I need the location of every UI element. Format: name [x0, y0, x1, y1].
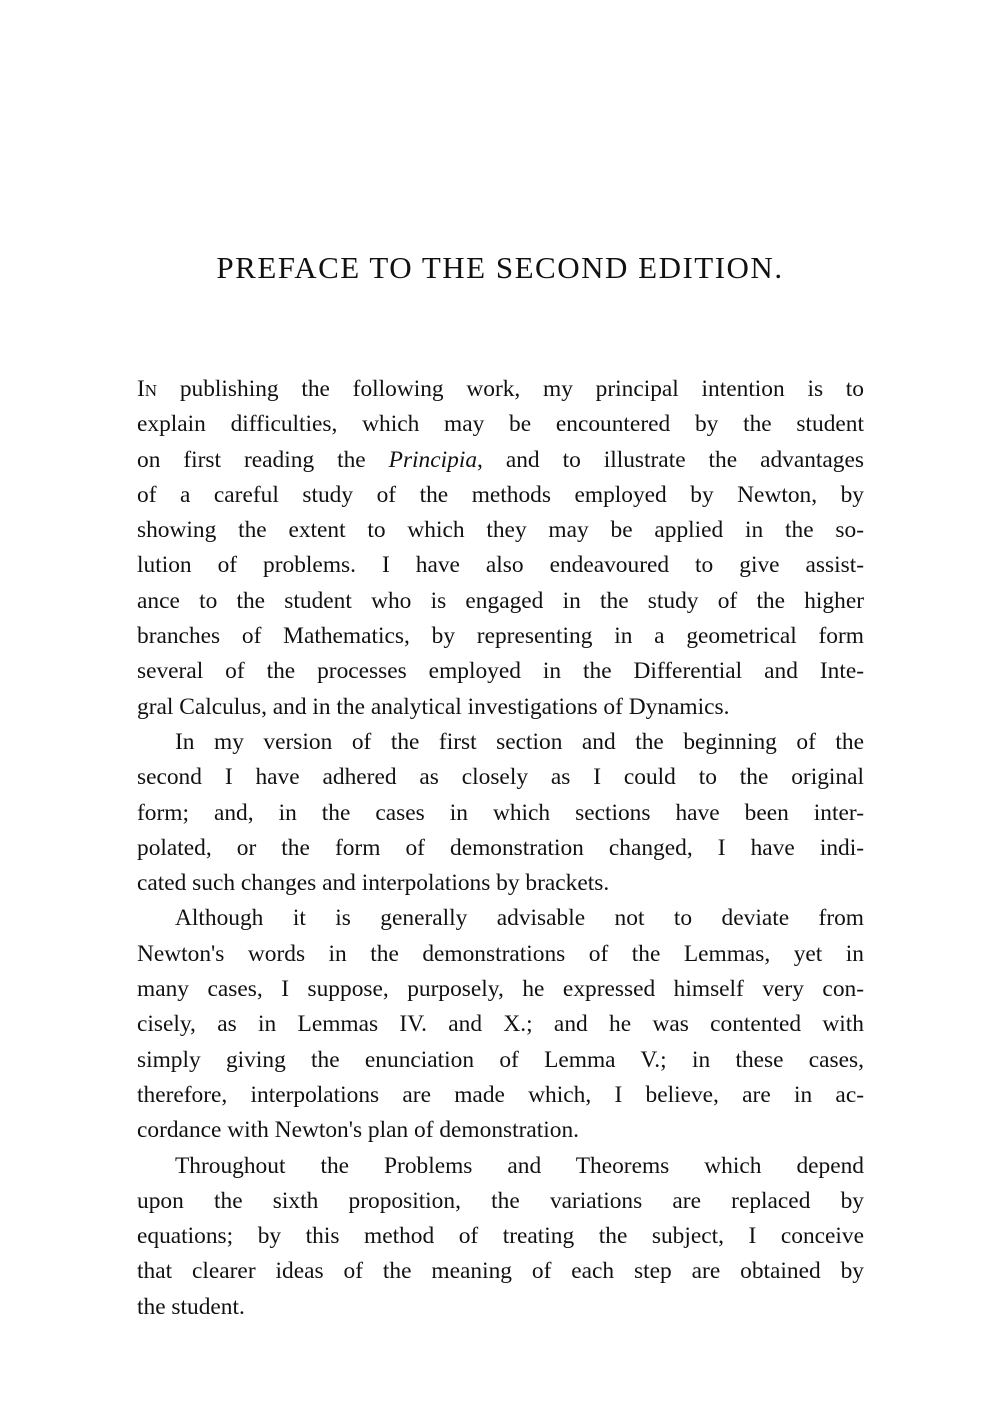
- text-line: ance to the student who is engaged in the study of the higher: [137, 587, 864, 614]
- text-line: of a careful study of the methods employed by Newton, by: [137, 481, 864, 508]
- text-line: that clearer ideas of the meaning of each step are obtained by: [137, 1258, 864, 1285]
- preface-body: [137, 372, 864, 1325]
- text-line: cated such changes and interpolations by brackets.: [137, 870, 610, 897]
- text-line: In publishing the following work, my principal intention is to: [137, 376, 864, 402]
- paragraph-4: [137, 1149, 864, 1325]
- text-line: cordance with Newton's plan of demonstration.: [137, 1117, 580, 1144]
- text-line: many cases, I suppose, purposely, he expressed himself very con-: [137, 976, 864, 1003]
- text-line: several of the processes employed in the Differential and Inte-: [137, 658, 864, 685]
- text-line: cisely, as in Lemmas IV. and X.; and he was contented with: [137, 1011, 864, 1038]
- text-line: therefore, interpolations are made which, I believe, are in ac-: [137, 1081, 864, 1108]
- text-line: Although it is generally advisable not to deviate from: [175, 905, 864, 932]
- text-line: showing the extent to which they may be applied in the so-: [137, 517, 864, 544]
- text-line: polated, or the form of demonstration changed, I have indi-: [137, 834, 864, 861]
- paragraph-1: [137, 372, 864, 725]
- paragraph-3: [137, 901, 864, 1148]
- text-line: equations; by this method of treating the subject, I conceive: [137, 1223, 864, 1250]
- text-line: lution of problems. I have also endeavoured to give assist-: [137, 552, 864, 579]
- text-line: upon the sixth proposition, the variations are replaced by: [137, 1187, 864, 1214]
- text-line: branches of Mathematics, by representing in a geometrical form: [137, 623, 864, 650]
- page-title: PREFACE TO THE SECOND EDITION.: [216, 250, 784, 285]
- text-line: In my version of the first section and the beginning of the: [175, 728, 864, 755]
- paragraph-2: [137, 725, 864, 901]
- text-line: form; and, in the cases in which sections have been inter-: [137, 799, 864, 826]
- text-line: explain difficulties, which may be encountered by the student: [137, 411, 864, 438]
- text-line: Throughout the Problems and Theorems which depend: [175, 1152, 864, 1179]
- text-line: gral Calculus, and in the analytical investigations of Dynamics.: [137, 693, 730, 720]
- text-line: on first reading the Principia, and to illustrate the advantages: [137, 446, 864, 473]
- text-line: Newton's words in the demonstrations of the Lemmas, yet in: [137, 940, 864, 967]
- text-line: the student.: [137, 1293, 245, 1320]
- text-line: second I have adhered as closely as I could to the original: [137, 764, 864, 791]
- text-line: simply giving the enunciation of Lemma V.; in these cases,: [137, 1046, 864, 1073]
